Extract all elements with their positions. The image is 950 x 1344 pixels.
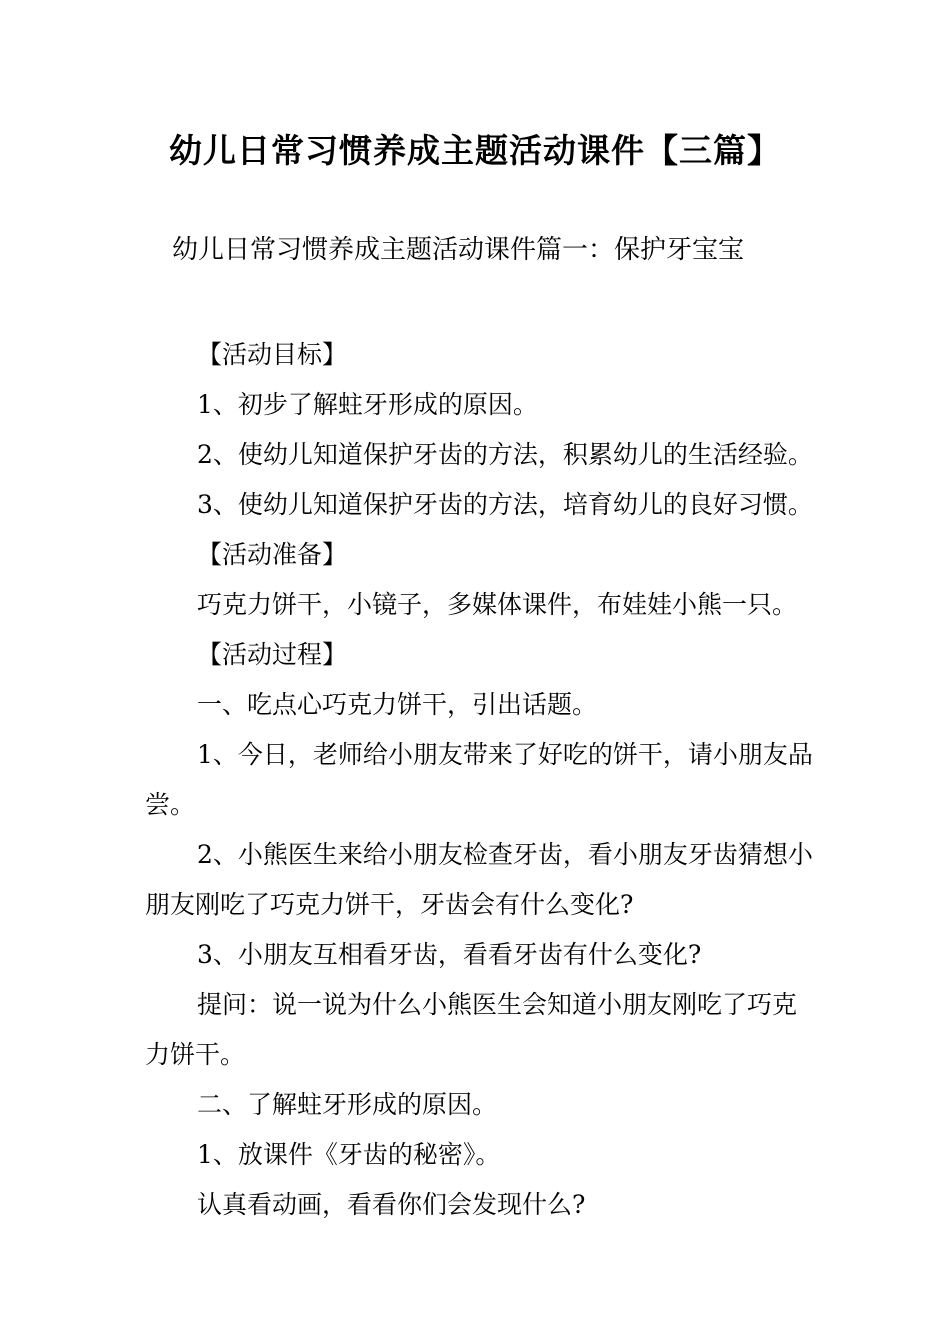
section-heading-preparation: 【活动准备】 <box>197 540 348 569</box>
document-subtitle: 幼儿日常习惯养成主题活动课件篇一：保护牙宝宝 <box>172 235 745 265</box>
paragraph: 二、了解蛀牙形成的原因。 <box>197 1090 498 1119</box>
paragraph: 3、使幼儿知道保护牙齿的方法，培育幼儿的良好习惯。 <box>197 490 813 519</box>
paragraph: 2、小熊医生来给小朋友检查牙齿，看小朋友牙齿猜想小朋友刚吃了巧克力饼干，牙齿会有什么变化? <box>145 840 813 919</box>
paragraph: 1、放课件《牙齿的秘密》。 <box>197 1140 501 1169</box>
paragraph: 3、小朋友互相看牙齿，看看牙齿有什么变化? <box>197 940 702 969</box>
paragraph: 1、初步了解蛀牙形成的原因。 <box>197 390 538 419</box>
paragraph: 1、今日，老师给小朋友带来了好吃的饼干，请小朋友品尝。 <box>145 740 813 819</box>
paragraph: 巧克力饼干，小镜子，多媒体课件，布娃娃小熊一只。 <box>197 590 798 619</box>
paragraph: 认真看动画，看看你们会发现什么? <box>197 1190 586 1219</box>
document-title: 幼儿日常习惯养成主题活动课件【三篇】 <box>169 131 781 170</box>
section-heading-goals: 【活动目标】 <box>197 340 348 369</box>
section-heading-process: 【活动过程】 <box>197 640 348 669</box>
paragraph: 2、使幼儿知道保护牙齿的方法，积累幼儿的生活经验。 <box>197 440 813 469</box>
paragraph: 一、吃点心巧克力饼干，引出话题。 <box>197 690 598 719</box>
paragraph: 提问：说一说为什么小熊医生会知道小朋友刚吃了巧克力饼干。 <box>145 990 798 1069</box>
document-body <box>145 330 815 1230</box>
